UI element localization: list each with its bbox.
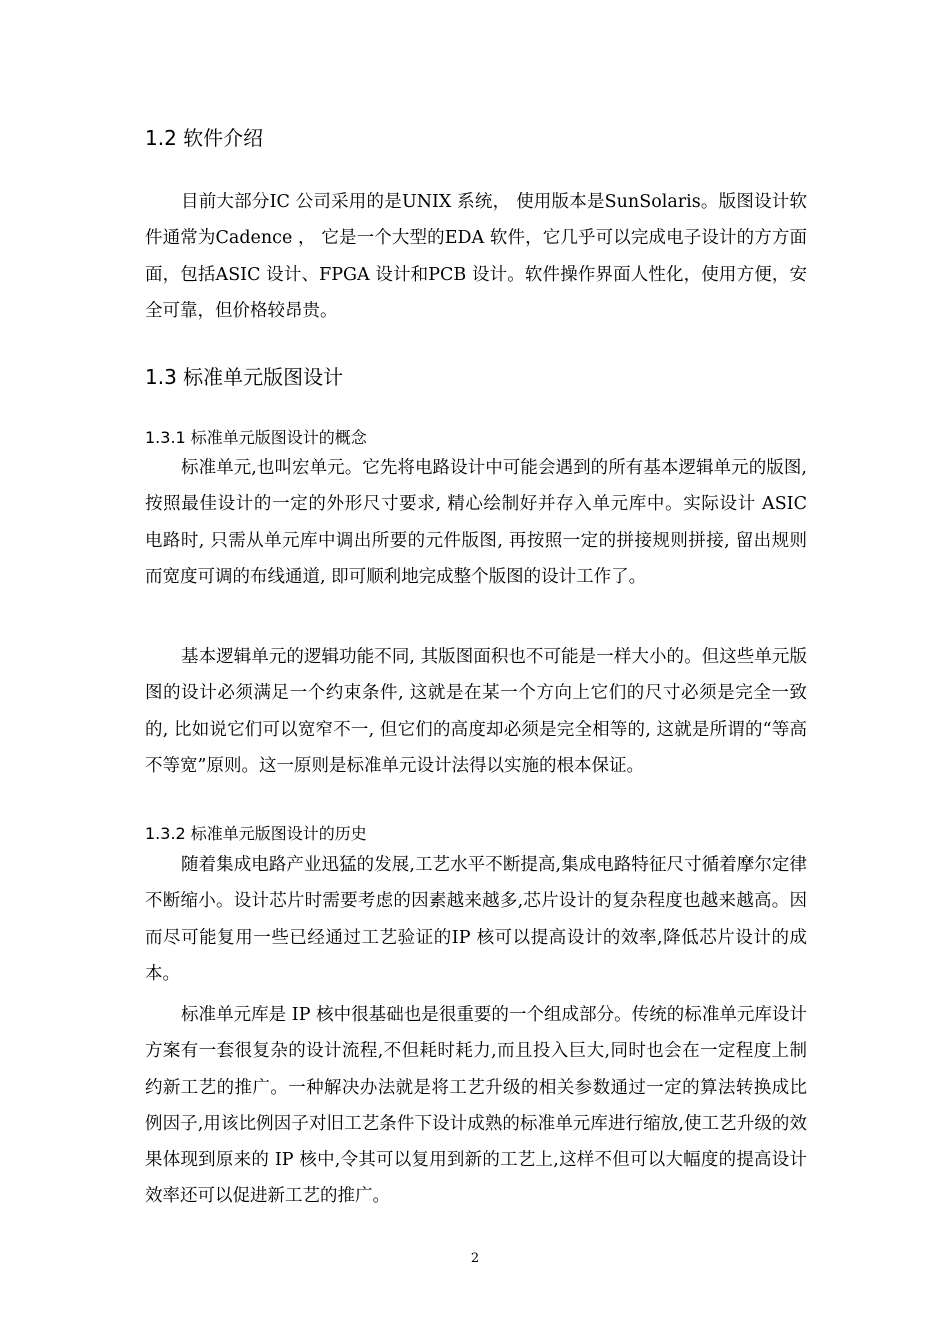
page-number: 2	[470, 1251, 480, 1266]
paragraph-equal-height-principle: 基本逻辑单元的逻辑功能不同, 其版图面积也不可能是一样大小的。但这些单元版图的设计必须满足一个约束条件, 这就是在某一个方向上它们的尺寸必须是完全一致的, 比如说它们可以宽窄不一, 但它们的高度却必须是完全相等的, 这就是所谓的“等高不等宽”原则。这一原则是标准单元设计法得以实施的根本保证。	[145, 647, 807, 776]
subsection-heading-1-3-1: 1.3.1 标准单元版图设计的概念	[145, 428, 367, 447]
paragraph-standard-cell-library: 标准单元库是 IP 核中很基础也是很重要的一个组成部分。传统的标准单元库设计方案有一套很复杂的设计流程,不但耗时耗力,而且投入巨大,同时也会在一定程度上制约新工艺的推广。一种解决办法就是将工艺升级的相关参数通过一定的算法转换成比例因子,用该比例因子对旧工艺条件下设计成熟的标准单元库进行缩放,使工艺升级的效果体现到原来的 IP 核中,令其可以复用到新的工艺上,这样不但可以大幅度的提高设计效率还可以促进新工艺的推广。	[145, 1005, 807, 1207]
paragraph-software-intro: 目前大部分IC 公司采用的是UNIX 系统， 使用版本是SunSolaris。版图设计软件通常为Cadence ， 它是一个大型的EDA 软件，它几乎可以完成电子设计的方方面面，包括ASIC 设计、FPGA 设计和PCB 设计。软件操作界面人性化，使用方便，安全可靠，但价格较昂贵。	[145, 192, 807, 321]
section-heading-1-2: 1.2 软件介绍	[145, 126, 264, 150]
paragraph-history-intro: 随着集成电路产业迅猛的发展,工艺水平不断提高,集成电路特征尺寸循着摩尔定律不断缩小。设计芯片时需要考虑的因素越来越多,芯片设计的复杂程度也越来越高。因而尽可能复用一些已经通过工艺验证的IP 核可以提高设计的效率,降低芯片设计的成本。	[145, 855, 807, 984]
section-heading-1-3: 1.3 标准单元版图设计	[145, 365, 344, 389]
paragraph-standard-cell-concept: 标准单元,也叫宏单元。它先将电路设计中可能会遇到的所有基本逻辑单元的版图, 按照最佳设计的一定的外形尺寸要求, 精心绘制好并存入单元库中。实际设计 ASIC 电路时, 只需从单元库中调出所要的元件版图, 再按照一定的拼接规则拼接, 留出规则而宽度可调的布线通道, 即可顺利地完成整个版图的设计工作了。	[145, 458, 807, 587]
subsection-heading-1-3-2: 1.3.2 标准单元版图设计的历史	[145, 824, 367, 843]
